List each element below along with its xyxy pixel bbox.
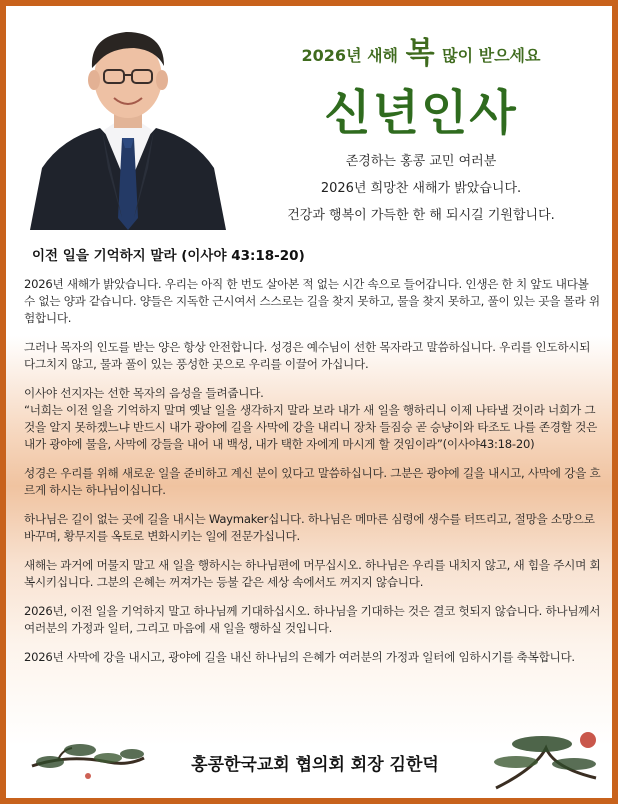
intro-block xyxy=(234,148,608,229)
paragraph: 새해는 과거에 머물지 말고 새 일을 행하시는 하나님편에 머무십시오. 하나님은 우리를 내치지 않고, 새 힘을 주시며 회복시키십니다. 그분의 은혜는 꺼져가는 등불 같은 세상 속에서도 꺼지지 않습니다. xyxy=(24,558,601,589)
paragraph: 2026년 새해가 밝았습니다. 우리는 아직 한 번도 살아본 적 없는 시간 속으로 들어갑니다. 인생은 한 치 앞도 내다볼 수 없는 양과 같습니다. 양들은 지독한 근시여서 스스로는 길을 찾지 못하고, 물을 찾지 못하고, 풀이 있는 곳을 몰라 위험합니다. xyxy=(24,277,600,325)
pine-tree-right-icon xyxy=(476,728,606,794)
greeting-bok: 복 xyxy=(405,36,435,71)
greeting-post: 많이 받으세요 xyxy=(442,46,541,65)
new-year-greeting xyxy=(234,28,608,72)
intro-line: 존경하는 홍콩 교민 여러분 xyxy=(345,154,497,169)
pine-branch-left-icon xyxy=(28,736,148,796)
paragraph: 하나님은 길이 없는 곳에 길을 내시는 Waymaker십니다. 하나님은 메마른 심령에 생수를 터뜨리고, 절망을 소망으로 바꾸며, 황무지를 옥토로 변화시키는 일에 전문가십니다. xyxy=(24,512,595,543)
intro-line: 건강과 행복이 가득한 한 해 되시길 기원합니다. xyxy=(287,208,555,223)
paragraph: 그러나 목자의 인도를 받는 양은 항상 안전합니다. 성경은 예수님이 선한 목자라고 말씀하십니다. 우리를 인도하시되 다그치지 않고, 물과 풀이 있는 풍성한 곳으로 우리를 이끌어 가십니다. xyxy=(24,340,591,371)
paragraph: 2026년 사막에 강을 내시고, 광야에 길을 내신 하나님의 은혜가 여러분의 가정과 일터에 임하시기를 축복합니다. xyxy=(24,650,575,664)
greeting-pre: 2026년 새해 xyxy=(301,46,399,65)
scripture-quote: “너희는 이전 일을 기억하지 말며 옛날 일을 생각하지 말라 보라 내가 새 일을 행하리니 이제 나타낼 것이라 너희가 그것을 알지 못하겠느냐 반드시 내가 광야에 길을 사막에 강을 내리니 장차 들짐승 곧 승냥이와 타조도 나를 존경할 것은 내가 광야에 물을, 사막에 강들을 내어 내 백성, 내가 택한 자에게 마시게 할 것임이라”(이사야43:18-20) xyxy=(24,403,598,451)
scripture-title: 이전 일을 기억하지 말라 (이사야 43:18-20) xyxy=(32,248,305,264)
paragraph: 이사야 선지자는 선한 목자의 음성을 들려줍니다. xyxy=(24,386,264,400)
letter-body xyxy=(24,276,602,678)
signature-line: 홍콩한국교회 협의회 회장 김한덕 xyxy=(191,755,439,775)
portrait-photo xyxy=(22,18,234,230)
intro-line: 2026년 희망찬 새해가 밝았습니다. xyxy=(320,181,522,196)
page-title: 신년인사 xyxy=(324,85,518,141)
paragraph: 2026년, 이전 일을 기억하지 말고 하나님께 기대하십시오. 하나님을 기대하는 것은 결코 헛되지 않습니다. 하나님께서 여러분의 가정과 일터, 그리고 마음에 새 일을 행하실 것입니다. xyxy=(24,604,601,635)
paragraph: 성경은 우리를 위해 새로운 일을 준비하고 계신 분이 있다고 말씀하십니다. 그분은 광야에 길을 내시고, 사막에 강을 흐르게 하시는 하나님이십니다. xyxy=(24,466,601,497)
